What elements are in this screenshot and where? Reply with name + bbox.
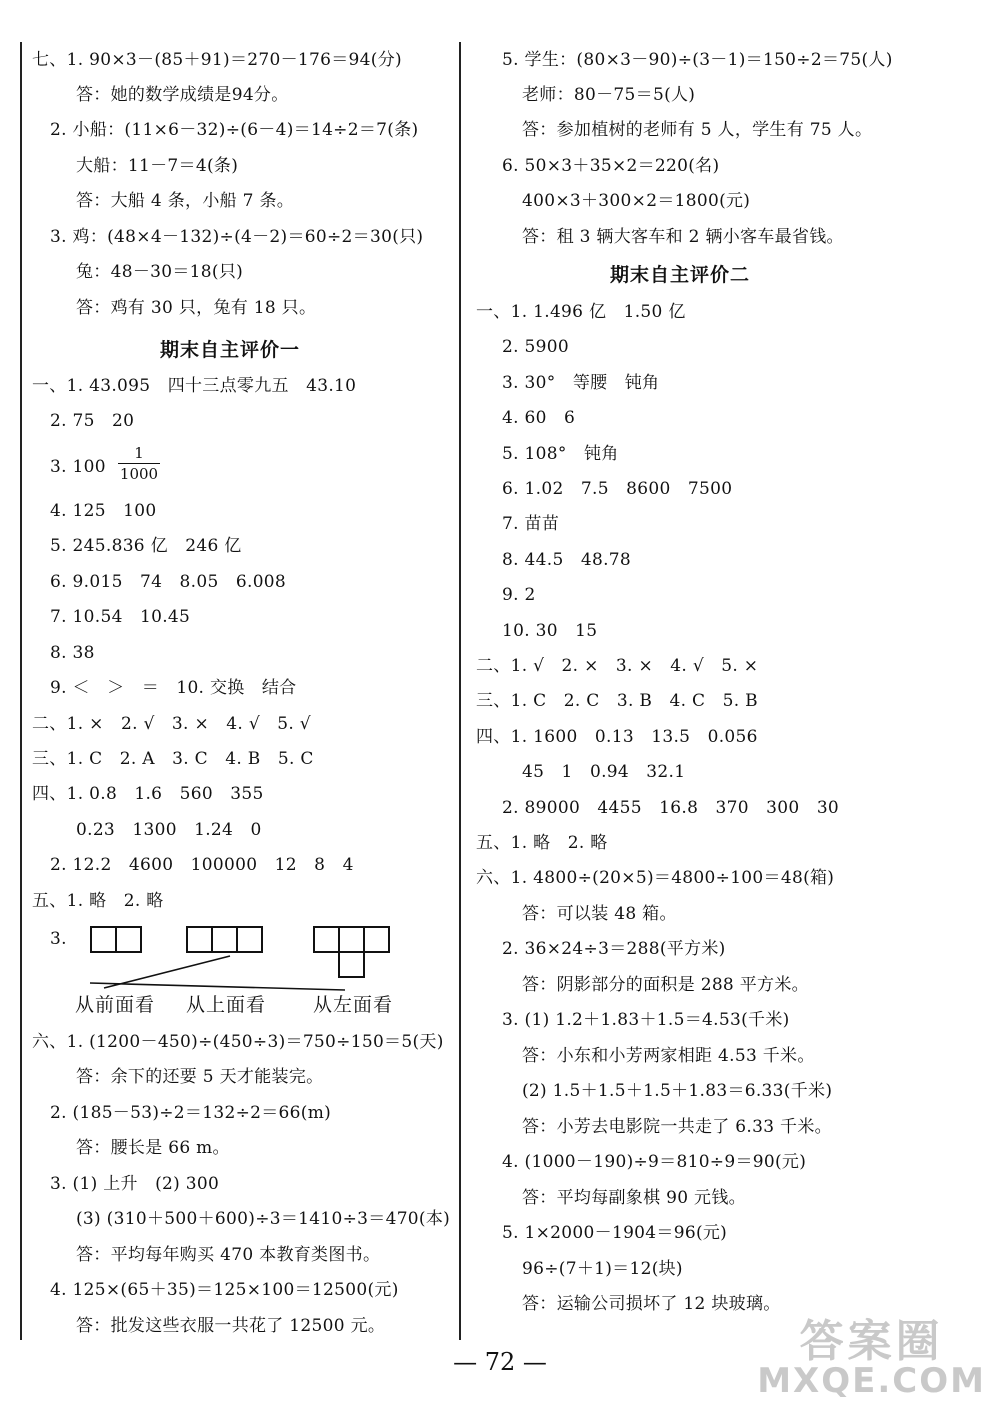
- view-label-front: 从前面看: [75, 994, 156, 1016]
- answer-line: 8. 38: [50, 643, 95, 663]
- watermark-text: 答案圈: [799, 1316, 944, 1367]
- answer-line: 答：平均每年购买 470 本教育类图书。: [76, 1245, 381, 1265]
- view-label-left: 从左面看: [313, 994, 394, 1016]
- answer-line: 2. 75 20: [50, 411, 135, 431]
- match-line: [104, 956, 230, 988]
- answer-line: 5. 108° 钝角: [502, 444, 619, 464]
- answer-line: 2. 36×24÷3＝288(平方米): [502, 939, 726, 959]
- answer-line: 答：余下的还要 5 天才能装完。: [76, 1067, 324, 1087]
- answer-line: 答：腰长是 66 m。: [76, 1138, 230, 1158]
- answer-line: 9. ＜ ＞ ＝ 10. 交换 结合: [50, 678, 297, 698]
- answer-line: 3. 鸡：(48×4－132)÷(4－2)＝60÷2＝30(只): [50, 227, 424, 247]
- answer-line: 答：运输公司损坏了 12 块玻璃。: [522, 1294, 781, 1314]
- answer-line: 2. 小船：(11×6－32)÷(6－4)＝14÷2＝7(条): [50, 120, 419, 140]
- answer-line: 四、1. 1600 0.13 13.5 0.056: [476, 727, 758, 747]
- answer-line: 答：她的数学成绩是94分。: [76, 85, 289, 105]
- answer-line: 答：阴影部分的面积是 288 平方米。: [522, 975, 809, 995]
- answer-line: 7. 苗苗: [502, 514, 560, 534]
- answer-line: 8. 44.5 48.78: [502, 550, 632, 570]
- answer-line: 3. (1) 1.2＋1.83＋1.5＝4.53(千米): [502, 1010, 790, 1030]
- answer-line: 三、1. C 2. C 3. B 4. C 5. B: [476, 691, 758, 711]
- answer-line: 5. 学生：(80×3－90)÷(3－1)＝150÷2＝75(人): [502, 50, 893, 70]
- answer-line: 答：租 3 辆大客车和 2 辆小客车最省钱。: [522, 227, 844, 247]
- page-number: — 72 —: [453, 1348, 547, 1376]
- answer-line: 一、1. 43.095 四十三点零九五 43.10: [32, 376, 357, 396]
- answer-line: 2. 5900: [502, 337, 569, 357]
- answer-line: 五、1. 略 2. 略: [476, 833, 608, 853]
- answer-line: 3. 30° 等腰 钝角: [502, 373, 660, 393]
- answer-line: 5. 245.836 亿 246 亿: [50, 536, 242, 556]
- answer-line: 6. 9.015 74 8.05 6.008: [50, 572, 287, 592]
- answer-line: 2. 12.2 4600 100000 12 8 4: [50, 855, 354, 875]
- answer-line: 六、1. (1200－450)÷(450÷3)＝750÷150＝5(天): [32, 1032, 444, 1052]
- answer-line: 一、1. 1.496 亿 1.50 亿: [476, 302, 686, 322]
- answer-line: 10. 30 15: [502, 621, 598, 641]
- answer-line: 0.23 1300 1.24 0: [76, 820, 262, 840]
- answer-line: 4. 60 6: [502, 408, 576, 428]
- answer-line: 大船：11－7＝4(条): [76, 156, 239, 176]
- answer-line: 老师：80－75＝5(人): [522, 85, 696, 105]
- answer-line: 6. 1.02 7.5 8600 7500: [502, 479, 733, 499]
- watermark-logo: [757, 1316, 986, 1401]
- answer-line: 2. 89000 4455 16.8 370 300 30: [502, 798, 840, 818]
- answer-line: 4. 125 100: [50, 501, 157, 521]
- answer-line: 答：参加植树的老师有 5 人，学生有 75 人。: [522, 120, 873, 140]
- answer-line: 三、1. C 2. A 3. C 4. B 5. C: [32, 749, 314, 769]
- answer-line: 7. 10.54 10.45: [50, 607, 191, 627]
- answer-line: 4. 125×(65＋35)＝125×100＝12500(元): [50, 1280, 399, 1300]
- answer-line: 答：平均每副象棋 90 元钱。: [522, 1188, 746, 1208]
- answer-line: 4. (1000－190)÷9＝810÷9＝90(元): [502, 1152, 807, 1172]
- answer-line: 2. (185－53)÷2＝132÷2＝66(m): [50, 1103, 332, 1123]
- answer-line: 四、1. 0.8 1.6 560 355: [32, 784, 264, 804]
- left-margin-rule: [20, 42, 22, 1340]
- answer-line: 9. 2: [502, 585, 536, 605]
- fraction-bar: [118, 463, 160, 464]
- answer-line: 400×3＋300×2＝1800(元): [522, 191, 751, 211]
- section-title: 期末自主评价一: [160, 339, 301, 361]
- answer-line: 六、1. 4800÷(20×5)＝4800÷100＝48(箱): [476, 868, 835, 888]
- answer-line: 3. (1) 上升 (2) 300: [50, 1174, 220, 1194]
- answer-line: (3) (310＋500＋600)÷3＝1410÷3＝470(本): [76, 1209, 451, 1229]
- view-label-top: 从上面看: [186, 994, 267, 1016]
- section-title: 期末自主评价二: [610, 264, 751, 286]
- answer-line: 3.: [50, 929, 67, 949]
- answer-line: 五、1. 略 2. 略: [32, 891, 164, 911]
- answer-line: 答：可以装 48 箱。: [522, 904, 677, 924]
- center-column-rule: [459, 42, 461, 1340]
- answer-line: (2) 1.5＋1.5＋1.5＋1.83＝6.33(千米): [522, 1081, 833, 1101]
- answer-line: 二、1. × 2. √ 3. × 4. √ 5. √: [32, 714, 311, 734]
- answer-line: 答：批发这些衣服一共花了 12500 元。: [76, 1316, 386, 1336]
- answer-line: 兔：48－30＝18(只): [76, 262, 244, 282]
- answer-line: 答：小芳去电影院一共走了 6.33 千米。: [522, 1117, 832, 1137]
- fraction-denominator: 1000: [119, 465, 159, 483]
- watermark-url: MXQE.COM: [757, 1361, 986, 1401]
- match-line: [90, 983, 345, 990]
- answer-line: 45 1 0.94 32.1: [522, 762, 686, 782]
- answer-line: 3. 100: [50, 457, 106, 477]
- fraction: [118, 444, 160, 483]
- answer-line: 答：大船 4 条，小船 7 条。: [76, 191, 295, 211]
- answer-line: 6. 50×3＋35×2＝220(名): [502, 156, 720, 176]
- answer-line: 七、1. 90×3－(85＋91)＝270－176＝94(分): [32, 50, 402, 70]
- answer-line: 96÷(7＋1)＝12(块): [522, 1259, 683, 1279]
- answer-line: 5. 1×2000－1904＝96(元): [502, 1223, 728, 1243]
- answer-line: 答：小东和小芳两家相距 4.53 千米。: [522, 1046, 815, 1066]
- fraction-numerator: 1: [134, 444, 144, 462]
- answer-line: 答：鸡有 30 只，兔有 18 只。: [76, 298, 317, 318]
- answer-line: 二、1. √ 2. × 3. × 4. √ 5. ×: [476, 656, 759, 676]
